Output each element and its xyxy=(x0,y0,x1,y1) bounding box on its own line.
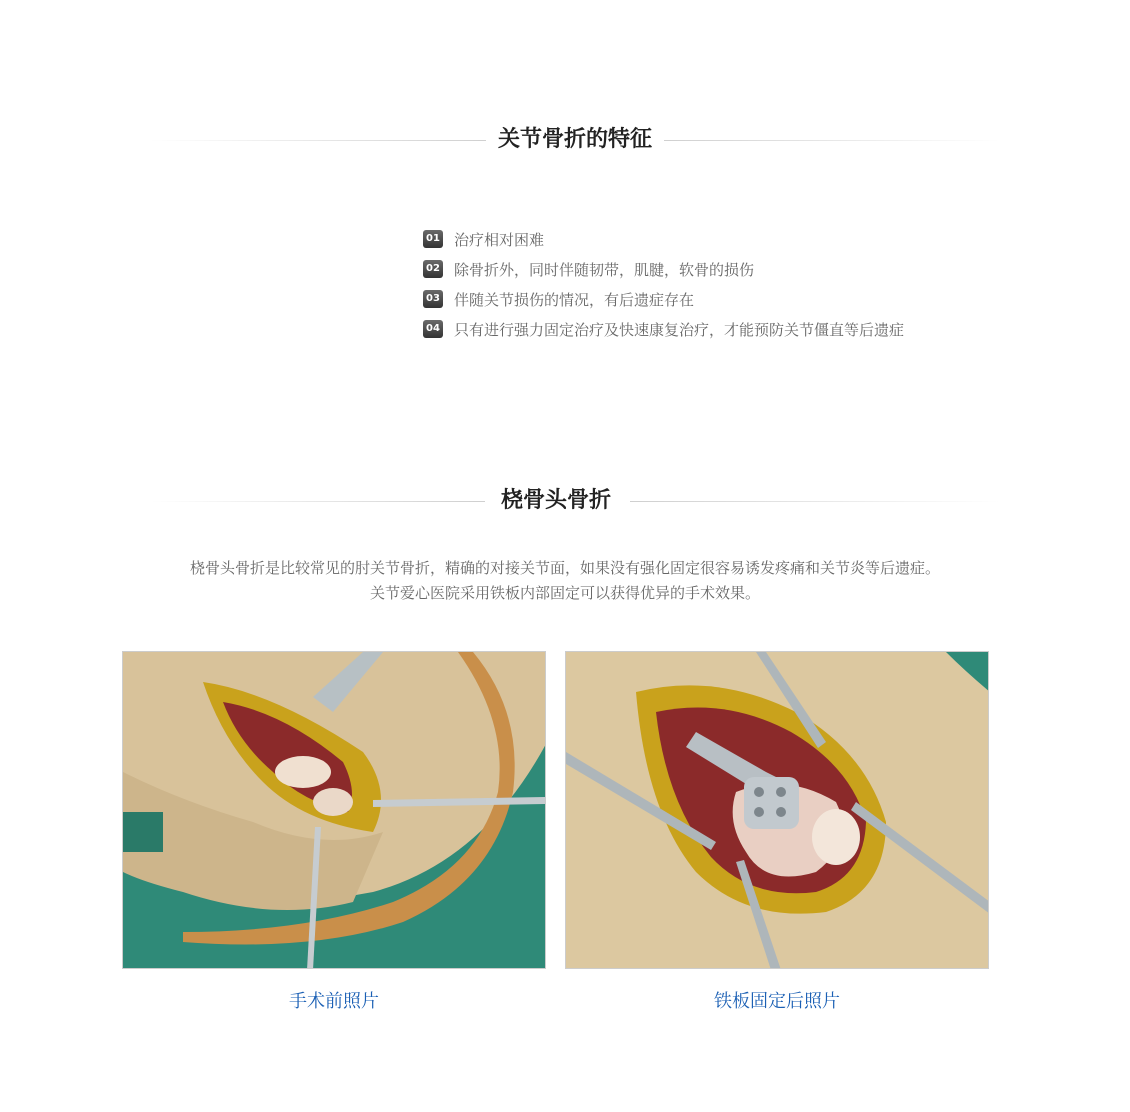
intro-paragraph xyxy=(100,556,1030,606)
list-item-text: 除骨折外，同时伴随韧带，肌腱，软骨的损伤 xyxy=(454,260,755,279)
list-item-text: 伴随关节损伤的情况，有后遗症存在 xyxy=(454,290,695,309)
surgery-photo-illustration xyxy=(566,652,989,969)
list-item xyxy=(423,314,904,344)
list-item xyxy=(423,254,904,284)
surgery-photo-illustration xyxy=(123,652,546,969)
heading-divider-left xyxy=(150,501,485,502)
feature-list xyxy=(423,224,904,344)
list-item xyxy=(423,224,904,254)
number-badge: 04 xyxy=(423,320,443,338)
photo-before-surgery xyxy=(122,651,546,969)
list-item-text: 只有进行强力固定治疗及快速康复治疗，才能预防关节僵直等后遗症 xyxy=(454,320,905,339)
list-item-text: 治疗相对困难 xyxy=(454,230,545,249)
photo-caption-before: 手术前照片 xyxy=(289,991,379,1012)
intro-line: 关节爱心医院采用铁板内部固定可以获得优异的手术效果。 xyxy=(369,584,760,602)
intro-line: 桡骨头骨折是比较常见的肘关节骨折，精确的对接关节面，如果没有强化固定很容易诱发疼痛和关节炎等后遗症。 xyxy=(189,559,940,577)
section1-title: 关节骨折的特征 xyxy=(486,125,664,155)
heading-divider-left xyxy=(150,140,490,141)
number-badge: 02 xyxy=(423,260,443,278)
section2-heading xyxy=(150,486,1000,516)
number-badge: 03 xyxy=(423,290,443,308)
photo-after-plate-fixation xyxy=(565,651,989,969)
section1-heading xyxy=(150,125,1000,155)
photo-caption-after: 铁板固定后照片 xyxy=(714,991,840,1012)
number-badge: 01 xyxy=(423,230,443,248)
heading-divider-right xyxy=(630,501,1000,502)
list-item xyxy=(423,284,904,314)
heading-divider-right xyxy=(660,140,1000,141)
section2-title: 桡骨头骨折 xyxy=(489,486,623,516)
